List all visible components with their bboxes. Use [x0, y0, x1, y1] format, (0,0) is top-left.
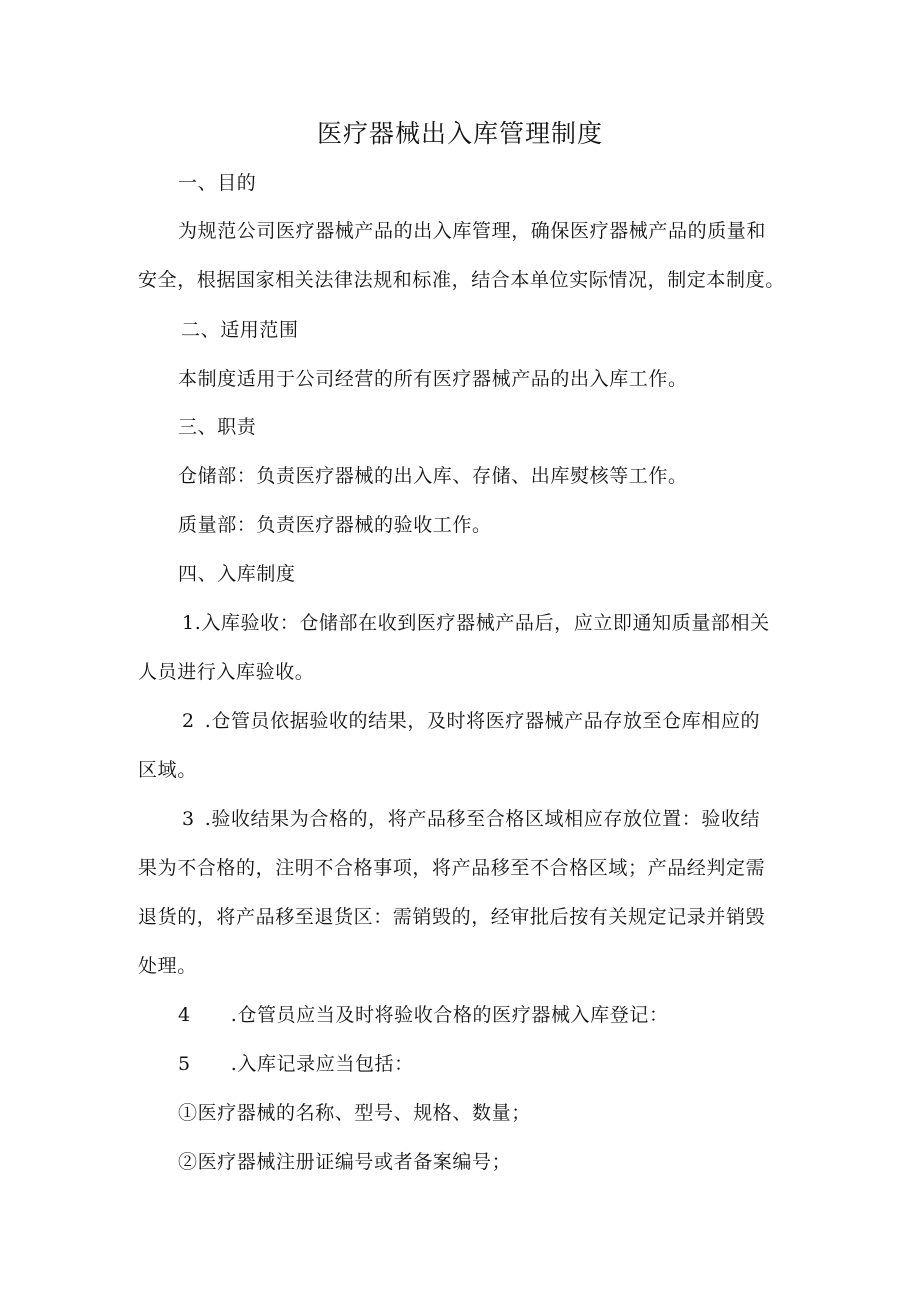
duties-warehouse: 仓储部：负责医疗器械的出入库、存储、出库熨核等工作。 — [178, 465, 688, 487]
document-title: 医疗器械出入库管理制度 — [316, 119, 603, 148]
purpose-heading: 一、目的 — [178, 172, 257, 194]
purpose-paragraph-line-1: 为规范公司医疗器械产品的出入库管理，确保医疗器械产品的质量和 — [178, 220, 767, 242]
inbound-item-1-line-2: 人员进行入库验收。 — [138, 661, 315, 683]
item-4-text: .仓管员应当及时将验收合格的医疗器械入库登记： — [230, 1004, 669, 1026]
inbound-sub-item-1: ①医疗器械的名称、型号、规格、数量； — [178, 1102, 531, 1124]
inbound-item-2-line-1 — [182, 708, 760, 734]
item-2-text: .仓管员依据验收的结果，及时将医疗器械产品存放至仓库相应的 — [204, 710, 761, 732]
inbound-item-3-line-3: 退货的，将产品移至退货区：需销毁的，经审批后按有关规定记录并销毁 — [138, 906, 766, 928]
scope-paragraph: 本制度适用于公司经营的所有医疗器械产品的出入库工作。 — [178, 368, 688, 390]
duties-quality: 质量部：负责医疗器械的验收工作。 — [178, 514, 492, 536]
item-3-number: 3 — [182, 808, 195, 830]
inbound-item-3-line-2: 果为不合格的，注明不合格事项，将产品移至不合格区域；产品经判定需 — [138, 857, 766, 879]
inbound-item-3-line-4: 处理。 — [138, 955, 197, 977]
inbound-item-3-line-1 — [182, 806, 760, 832]
item-4-number: 4 — [178, 1004, 191, 1026]
inbound-item-4 — [178, 1002, 669, 1028]
purpose-paragraph-line-2: 安全，根据国家相关法律法规和标准，结合本单位实际情况，制定本制度。 — [138, 269, 785, 291]
duties-heading: 三、职责 — [178, 416, 257, 438]
item-2-number: 2 — [182, 710, 195, 732]
item-5-number: 5 — [178, 1053, 191, 1075]
scope-heading: 二、适用范围 — [181, 319, 299, 341]
inbound-item-1-line-1: 1.入库验收：仓储部在收到医疗器械产品后，应立即通知质量部相关 — [182, 612, 770, 634]
item-5-text: .入库记录应当包括： — [230, 1053, 414, 1075]
inbound-item-2-line-2: 区域。 — [138, 759, 197, 781]
inbound-heading: 四、入库制度 — [178, 563, 296, 585]
inbound-item-5 — [178, 1051, 414, 1077]
item-3-text: .验收结果为合格的，将产品移至合格区域相应存放位置：验收结 — [204, 808, 761, 830]
inbound-sub-item-2: ②医疗器械注册证编号或者备案编号； — [178, 1151, 512, 1173]
